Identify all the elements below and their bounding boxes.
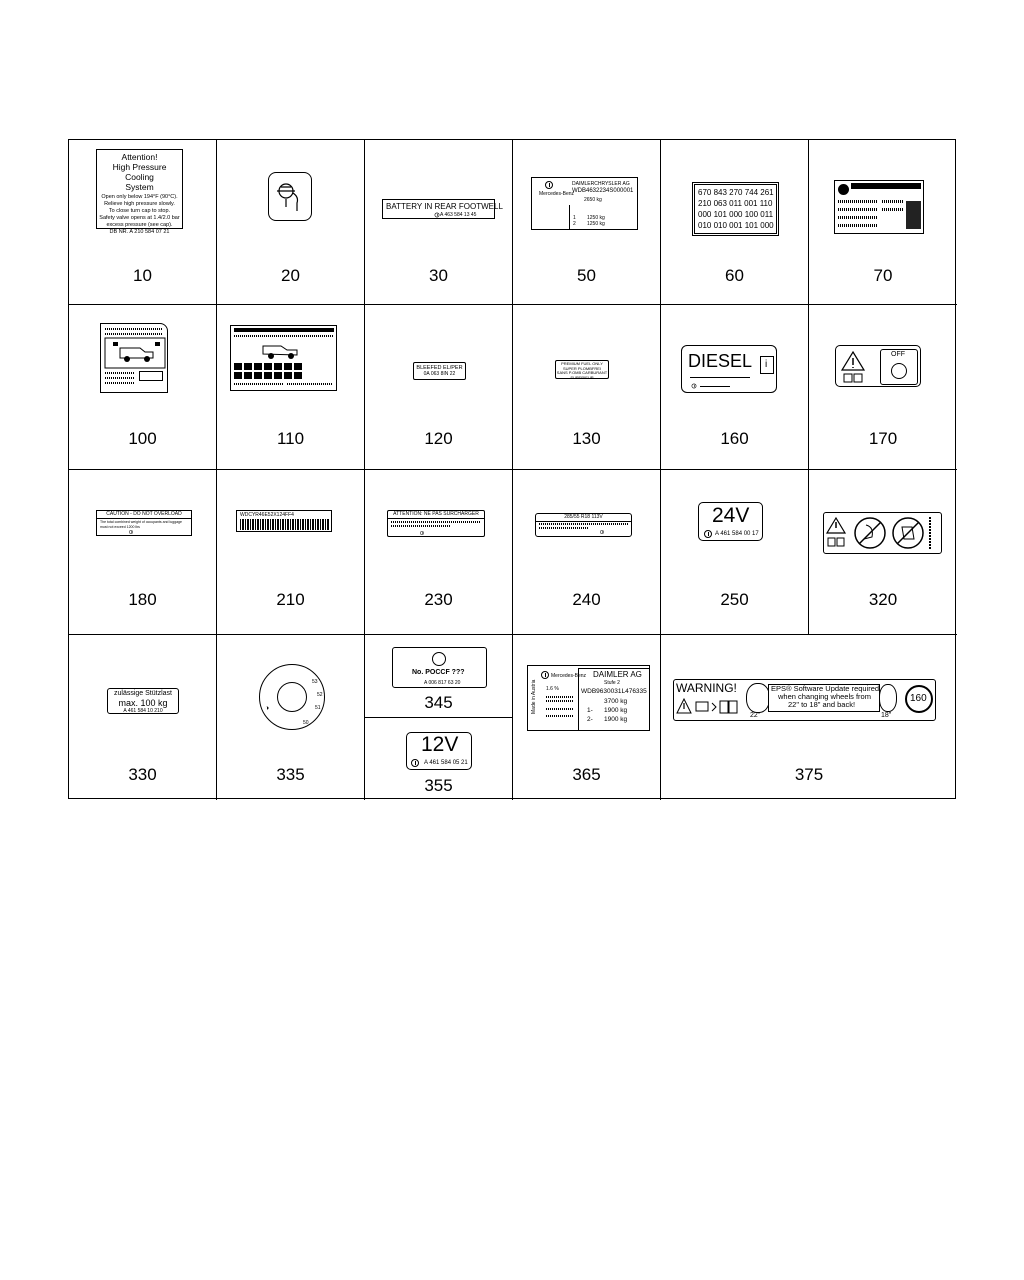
label-375-line2: when changing wheels from xyxy=(778,692,871,701)
label-10-title: Attention! xyxy=(121,152,158,162)
label-335-dial xyxy=(259,664,325,730)
text-line xyxy=(546,700,574,702)
table-row-1 xyxy=(234,363,304,370)
label-335-n1: 53 xyxy=(312,679,318,685)
item-number-375: 375 xyxy=(794,765,824,784)
label-230-attention xyxy=(387,510,485,537)
coolant-cap-icon xyxy=(269,173,311,220)
label-365-r1: 1- xyxy=(587,707,593,714)
label-10-body5: excess pressure (see cap). xyxy=(106,222,173,228)
item-number-355: 355 xyxy=(424,776,453,795)
label-365-brand: Mercedes-Benz xyxy=(551,673,587,679)
star-logo-icon xyxy=(692,384,697,389)
text-line xyxy=(234,383,284,385)
item-number-335: 335 xyxy=(276,765,305,784)
item-number-100: 100 xyxy=(128,429,157,448)
label-10-body2: Relieve high pressure slowly. xyxy=(104,201,175,207)
label-170-off: OFF xyxy=(891,351,905,358)
cert-logo-icon xyxy=(432,652,446,666)
text-line xyxy=(838,208,878,211)
text-line xyxy=(391,521,481,523)
vehicle-icon xyxy=(105,338,165,368)
text-line xyxy=(838,216,878,219)
label-30-part: A 463 584 13 45 xyxy=(440,212,477,218)
item-number-365: 365 xyxy=(572,765,601,784)
text-line xyxy=(546,696,574,698)
item-number-240: 240 xyxy=(572,590,601,609)
label-130-line3: SANS P.OMB CARBURANT xyxy=(556,370,608,375)
label-210-code: WDCYR46E52X124FF4 xyxy=(240,512,294,518)
label-60-row1: 670 843 270 744 261 xyxy=(698,188,774,197)
label-10-attention-card xyxy=(96,149,183,235)
headlight-icon: ◑ xyxy=(265,705,270,712)
cell-365[interactable] xyxy=(513,635,661,800)
label-10-body3: To close turn cap to stop. xyxy=(108,208,171,214)
label-10-part: DB NR. A 210 584 07 21 xyxy=(109,229,170,235)
cell-30[interactable] xyxy=(365,140,513,305)
label-210-barcode xyxy=(236,510,332,532)
label-60-row2: 210 063 011 001 110 xyxy=(698,199,773,208)
vehicle-icon xyxy=(261,340,301,360)
label-345-certification xyxy=(392,647,487,688)
text-line xyxy=(539,527,589,529)
cell-50[interactable] xyxy=(513,140,661,305)
header-bar xyxy=(851,183,921,189)
label-330-line2: max. 100 kg xyxy=(118,698,168,708)
label-130-line2: SUPER PLOMBFREI xyxy=(562,365,601,371)
label-330-line1: zulässige Stützlast xyxy=(114,690,172,697)
label-10-line3: System xyxy=(125,182,154,192)
cell-170[interactable] xyxy=(809,305,957,470)
label-30-battery xyxy=(382,199,503,219)
label-70-tire-info xyxy=(834,180,924,234)
plate-data-box xyxy=(578,668,650,731)
label-250-volt: 24V xyxy=(712,504,750,527)
text-line xyxy=(546,715,574,717)
item-number-130: 130 xyxy=(572,429,601,448)
text-line xyxy=(105,333,163,335)
label-180-title: CAUTION - DO NOT OVERLOAD xyxy=(97,511,191,519)
cell-10[interactable] xyxy=(69,140,217,305)
text-line xyxy=(105,377,135,379)
label-180-body: The total combined weight of occupants and luggage must not exceed 1200 lbs xyxy=(100,520,182,529)
label-375-warn: WARNING! xyxy=(676,681,737,695)
label-335-n3: 51 xyxy=(315,705,321,711)
label-20-coolant-symbol xyxy=(268,172,312,221)
label-365-r2: 2- xyxy=(587,716,593,723)
text-line xyxy=(105,382,135,384)
label-50-n2: 2 xyxy=(573,221,576,227)
cell-160[interactable] xyxy=(661,305,809,470)
label-345-part: A 006 817 63 20 xyxy=(424,680,461,686)
item-number-110: 110 xyxy=(276,429,305,448)
label-50-maker: DAIMLERCHRYSLER AG xyxy=(572,181,630,187)
cell-110[interactable] xyxy=(217,305,365,470)
cell-130[interactable] xyxy=(513,305,661,470)
item-number-70: 70 xyxy=(873,266,893,285)
label-365-w0: 3700 kg xyxy=(604,698,628,705)
text-line xyxy=(546,708,574,710)
parts-grid xyxy=(68,139,956,799)
cell-330[interactable] xyxy=(69,635,217,800)
label-230-title: ATTENTION: NE PAS SURCHARGER xyxy=(388,511,484,519)
label-30-text: BATTERY IN REAR FOOTWELL xyxy=(386,202,503,211)
warning-triangle-icon xyxy=(841,350,871,384)
text-line xyxy=(234,335,334,337)
dark-block xyxy=(906,201,921,229)
label-60-row3: 000 101 000 100 011 xyxy=(698,210,774,219)
star-logo-icon xyxy=(411,759,419,767)
eps-message-box xyxy=(768,684,880,712)
item-number-30: 30 xyxy=(429,266,448,285)
cell-335[interactable] xyxy=(217,635,365,800)
label-160-diesel xyxy=(681,345,777,393)
cell-345[interactable] xyxy=(365,635,513,718)
label-365-vin: WDB9630031L476335 xyxy=(581,688,647,695)
label-240-title: 285/55 R18 113V xyxy=(536,514,631,522)
label-375-s18: 18" xyxy=(881,712,892,719)
table-row-2 xyxy=(234,372,304,379)
label-365-stage: Stufe 2 xyxy=(604,680,620,686)
label-10-line2: High Pressure Cooling xyxy=(112,162,167,182)
label-375-s22: 22" xyxy=(750,712,761,719)
item-number-120: 120 xyxy=(424,429,453,448)
off-panel xyxy=(880,349,918,385)
item-number-170: 170 xyxy=(868,429,898,448)
item-number-10: 10 xyxy=(133,266,152,285)
item-number-60: 60 xyxy=(725,266,744,285)
text-line xyxy=(882,208,904,211)
label-50-vehicle-plate xyxy=(531,177,638,230)
label-130-line1: PREMIUM FUEL ONLY xyxy=(561,361,603,366)
label-330-tongue-load xyxy=(107,688,179,714)
warning-symbols-icon xyxy=(676,697,742,719)
child-seat-icon xyxy=(891,363,907,379)
label-120-sub: 0A 063 8IN 22 xyxy=(423,371,456,377)
item-number-330: 330 xyxy=(128,765,157,784)
label-375-eps-warning xyxy=(673,679,936,721)
label-50-axle1: 1250 kg xyxy=(587,215,605,221)
label-365-w1: 1900 kg xyxy=(604,707,628,714)
cell-100[interactable] xyxy=(69,305,217,470)
label-250-part: A 461 584 00 17 xyxy=(715,531,759,537)
text-line xyxy=(105,328,163,330)
label-60-code-table xyxy=(692,182,779,236)
cell-320[interactable] xyxy=(809,470,957,635)
label-375-speed: 160 xyxy=(910,693,927,704)
label-160-text: DIESEL xyxy=(688,351,753,371)
label-180-overload xyxy=(96,510,192,536)
label-335-n4: 50 xyxy=(303,720,309,726)
info-icon: i xyxy=(760,356,774,374)
label-335-n2: 52 xyxy=(317,692,323,698)
label-330-part: A 461 584 10 210 xyxy=(123,708,163,714)
label-375-eps: EPS® Software Update required xyxy=(771,684,880,693)
label-60-row4: 010 010 001 101 000 xyxy=(698,221,774,230)
label-50-vin: WDB4632234S000001 xyxy=(572,188,634,194)
rule xyxy=(700,386,730,387)
cell-20[interactable] xyxy=(217,140,365,305)
label-365-maker: DAIMLER AG xyxy=(593,670,642,679)
item-number-320: 320 xyxy=(868,590,898,609)
speed-limit-icon xyxy=(905,685,933,713)
label-130-fuel xyxy=(555,360,609,379)
text-line xyxy=(391,525,451,527)
label-120-text: BLEEFED EL/PER xyxy=(416,365,463,371)
text-line xyxy=(882,200,904,203)
rule xyxy=(690,377,750,378)
text-line xyxy=(539,523,629,525)
label-345-text: No. POCCF ??? xyxy=(412,669,465,676)
label-110-tire-pressure xyxy=(230,325,337,391)
text-line xyxy=(838,200,878,203)
label-130-line4: SUPERIEUR xyxy=(570,374,594,380)
dial-center xyxy=(277,682,307,712)
label-375-line3: 22" to 18" and back! xyxy=(788,700,856,709)
cell-230[interactable] xyxy=(365,470,513,635)
cell-240[interactable] xyxy=(513,470,661,635)
wheel-22-icon xyxy=(746,683,770,713)
cell-355[interactable] xyxy=(365,718,513,800)
divider xyxy=(569,205,570,230)
label-10-body4: Safety valve opens at 1.4/2.0 bar xyxy=(99,215,180,221)
cell-180[interactable] xyxy=(69,470,217,635)
label-365-pct: 1.6 % xyxy=(546,686,559,692)
wheel-18-icon xyxy=(879,684,897,712)
label-100-load-diagram xyxy=(100,323,168,393)
barcode xyxy=(240,519,329,530)
label-355-part: A 461 584 05 21 xyxy=(424,760,468,766)
cell-120[interactable] xyxy=(365,305,513,470)
item-number-180: 180 xyxy=(128,590,157,609)
label-10-body1: Open only below 194°F (90°C). xyxy=(101,194,178,200)
label-365-side: Made in Austria xyxy=(531,679,537,714)
text-line xyxy=(838,224,878,227)
label-365-vehicle-plate xyxy=(527,665,650,731)
item-number-345: 345 xyxy=(424,693,453,712)
text-line xyxy=(105,372,135,374)
label-250-24v xyxy=(698,502,763,541)
item-number-210: 210 xyxy=(276,590,305,609)
label-170-airbag xyxy=(835,345,921,387)
item-number-160: 160 xyxy=(720,429,749,448)
label-50-axle2: 1250 kg xyxy=(587,221,605,227)
airbag-warning-icons xyxy=(824,513,941,553)
label-50-n1: 1 xyxy=(573,215,576,221)
label-365-w2: 1900 kg xyxy=(604,716,628,723)
logo-icon xyxy=(838,184,849,195)
item-number-20: 20 xyxy=(281,266,300,285)
label-120 xyxy=(413,362,466,380)
star-logo-icon xyxy=(600,530,604,534)
header-bar xyxy=(234,328,334,332)
label-355-12v xyxy=(406,732,472,770)
item-number-250: 250 xyxy=(720,590,749,609)
label-355-volt: 12V xyxy=(421,733,459,756)
label-320-airbag-warning xyxy=(823,512,942,554)
star-logo-icon xyxy=(129,530,133,534)
item-number-230: 230 xyxy=(424,590,453,609)
star-logo-icon xyxy=(541,671,549,679)
star-logo-icon xyxy=(420,531,424,535)
cell-250[interactable] xyxy=(661,470,809,635)
label-50-weight: 2650 kg xyxy=(584,197,602,203)
item-number-50: 50 xyxy=(577,266,596,285)
cell-70[interactable] xyxy=(809,140,957,305)
star-logo-icon xyxy=(435,213,440,218)
text-line xyxy=(287,383,332,385)
value-box xyxy=(139,371,163,381)
label-240-tire xyxy=(535,513,632,537)
star-logo-icon xyxy=(545,181,553,189)
cell-60[interactable] xyxy=(661,140,809,305)
cell-210[interactable] xyxy=(217,470,365,635)
cell-375[interactable] xyxy=(661,635,957,800)
star-logo-icon xyxy=(704,530,712,538)
label-50-brand: Mercedes-Benz xyxy=(539,191,575,197)
